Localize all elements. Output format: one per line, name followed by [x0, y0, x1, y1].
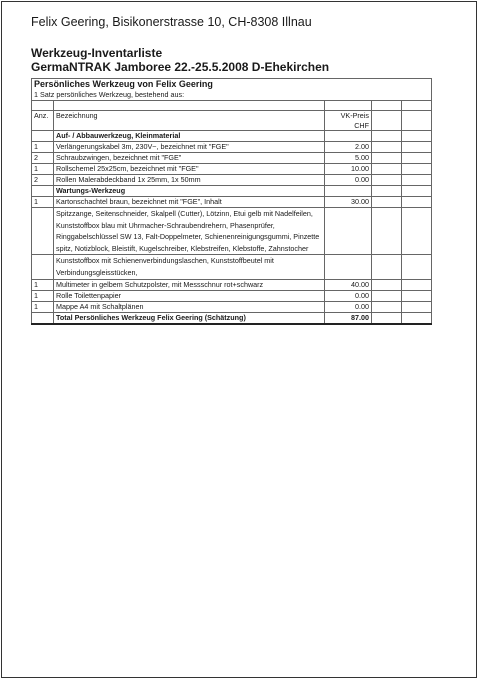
total-value: 87.00 [325, 312, 372, 324]
table-row: 1 Multimeter in gelbem Schutzpolster, mit Messschnur rot+schwarz 40.00 [32, 279, 432, 290]
table-row: 1 Kartonschachtel braun, bezeichnet mit "FGE", Inhalt 30.00 [32, 197, 432, 208]
section-title: Persönliches Werkzeug von Felix Geering [32, 79, 432, 91]
column-header-row [32, 111, 432, 131]
total-label: Total Persönliches Werkzeug Felix Geering (Schätzung) [54, 312, 325, 324]
table-row: 1 Rollschemel 25x25cm, bezeichnet mit "FGE" 10.00 [32, 164, 432, 175]
col-anz: Anz. [32, 111, 54, 131]
address-line: Felix Geering, Bisikonerstrasse 10, CH-8308 Illnau [31, 15, 312, 29]
table-row: 2 Rollen Malerabdeckband 1x 25mm, 1x 50mm 0.00 [32, 175, 432, 186]
document-title: Werkzeug-Inventarliste [31, 46, 163, 60]
col-vk-preis: VK-Preis CHF [325, 111, 372, 131]
table-row: 1 Rolle Toilettenpapier 0.00 [32, 290, 432, 301]
box-contents-row: Kunststoffbox mit Schienenverbindungslaschen, Kunststoffbeutel mit Verbindungsgleisstücken, [32, 255, 432, 279]
total-row [32, 312, 432, 324]
event-title: GermaNTRAK Jamboree 22.-25.5.2008 D-Ehekirchen [31, 60, 330, 74]
table-row: 2 Schraubzwingen, bezeichnet mit "FGE" 5.00 [32, 153, 432, 164]
spacer-row [32, 101, 432, 111]
table-row: 1 Verlängerungskabel 3m, 230V~, bezeichnet mit "FGE" 2.00 [32, 142, 432, 153]
section-subtitle: 1 Satz persönliches Werkzeug, bestehend aus: [32, 90, 432, 101]
inventory-table [31, 78, 432, 325]
box-contents-row: Spitzzange, Seitenschneider, Skalpell (Cutter), Lötzinn, Etui gelb mit Nadelfeilen, Kunststoffbox blau mit Uhrmacher-Schraubendrehern, Phasenprüfer, Ringgabelschlüssel SW 13, Falt-Doppelmeter, Schienenreinigungsgummi, Pinzette spitz, Notizblock, Bleistift, Kugelschreiber, Klebstreifen, Klebstoffe, Zahnstocher [32, 208, 432, 255]
table-row: 1 Mappe A4 mit Schaltplänen 0.00 [32, 301, 432, 312]
group-header: Auf- / Abbauwerkzeug, Kleinmaterial [32, 131, 432, 142]
col-bezeichnung: Bezeichnung [54, 111, 325, 131]
group-header: Wartungs-Werkzeug [32, 186, 432, 197]
